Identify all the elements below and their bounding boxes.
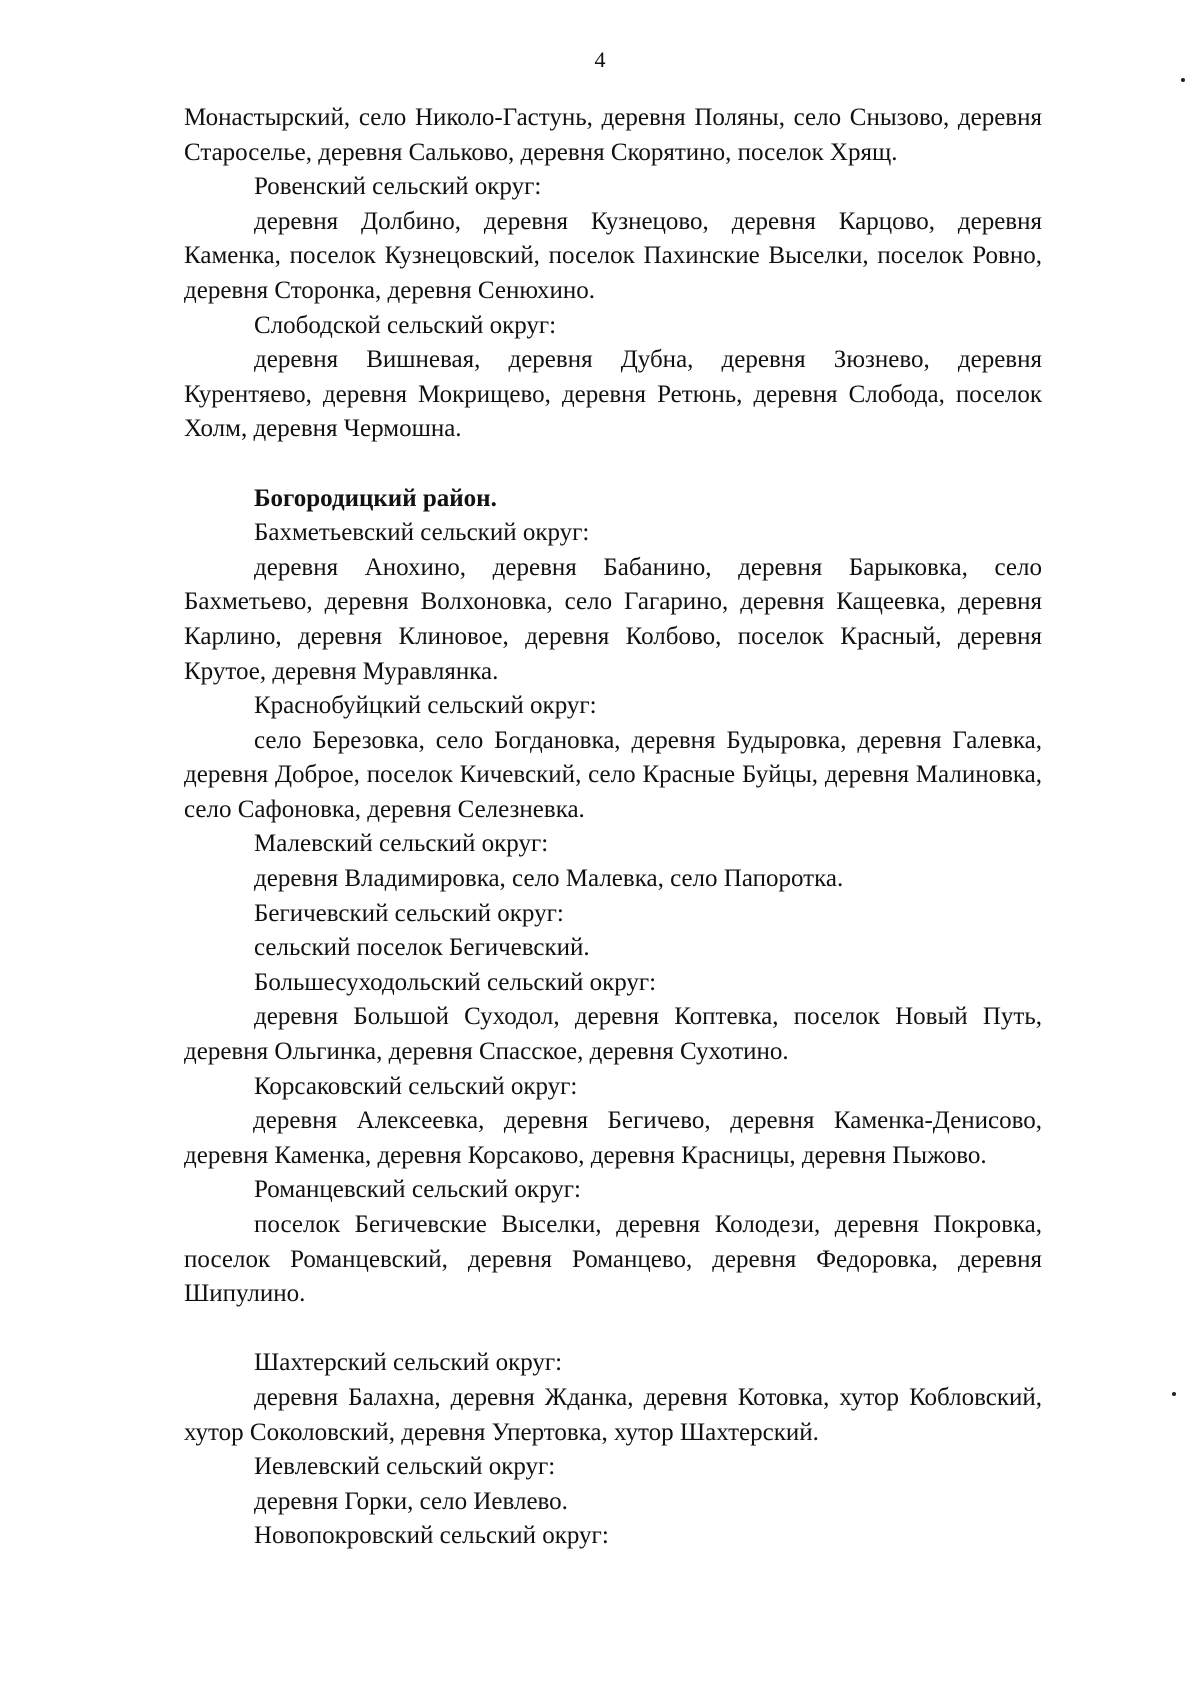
settlement-list: деревня Долбино, деревня Кузнецово, деревня Карцово, деревня Каменка, поселок Кузнецовский, поселок Пахинские Выселки, поселок Ровно, деревня Сторонка, деревня Сенюхино. — [184, 207, 1042, 304]
district-heading: Слободской сельский округ: — [254, 311, 557, 339]
settlement-list: поселок Бегичевские Выселки, деревня Колодези, деревня Покровка, поселок Романцевский, деревня Романцево, деревня Федоровка, деревня Шипулино. — [184, 1211, 1042, 1308]
spacer — [184, 447, 1042, 482]
district-heading: Корсаковский сельский округ: — [254, 1072, 578, 1100]
district-heading: Романцевский сельский округ: — [254, 1176, 581, 1204]
settlement-list: Монастырский, село Николо-Гастунь, деревня Поляны, село Снызово, деревня Староселье, деревня Сальково, деревня Скорятино, поселок Хрящ. — [184, 104, 1042, 166]
scan-speck — [1172, 1392, 1176, 1396]
district-heading: Новопокровский сельский округ: — [254, 1522, 609, 1550]
district-heading: Бегичевский сельский округ: — [254, 899, 564, 927]
settlement-list: деревня Анохино, деревня Бабанино, деревня Барыковка, село Бахметьево, деревня Волхоновка, село Гагарино, деревня Кащеевка, деревня Карлино, деревня Клиновое, деревня Колбово, поселок Красный, деревня Крутое, деревня Муравлянка. — [184, 553, 1042, 685]
region-heading: Богородицкий район. — [254, 484, 497, 512]
district-heading: Краснобуйцкий сельский округ: — [254, 692, 597, 720]
settlement-list: деревня Алексеевка, деревня Бегичево, деревня Каменка-Денисово, деревня Каменка, деревня Корсаково, деревня Красницы, деревня Пыжово. — [184, 1107, 1042, 1169]
page-number: 4 — [594, 47, 606, 72]
settlement-list: деревня Балахна, деревня Жданка, деревня Котовка, хутор Кобловский, хутор Соколовский, деревня Упертовка, хутор Шахтерский. — [184, 1383, 1042, 1446]
district-heading: Большесуходольский сельский округ: — [254, 968, 657, 996]
settlement-list: деревня Большой Суходол, деревня Коптевка, поселок Новый Путь, деревня Ольгинка, деревня Спасское, деревня Сухотино. — [184, 1003, 1042, 1066]
district-heading: Бахметьевский сельский округ: — [254, 519, 590, 547]
district-heading: Малевский сельский округ: — [254, 830, 549, 858]
district-heading: Шахтерский сельский округ: — [254, 1349, 563, 1377]
scan-speck — [1181, 78, 1185, 82]
settlement-list: сельский поселок Бегичевский. — [254, 934, 590, 962]
spacer — [184, 1312, 1042, 1347]
document-body — [184, 101, 1042, 1554]
settlement-list: деревня Горки, село Иевлево. — [254, 1487, 568, 1515]
district-heading: Ровенский сельский округ: — [254, 173, 542, 201]
settlement-list: деревня Вишневая, деревня Дубна, деревня Зюзнево, деревня Курентяево, деревня Мокрищево, деревня Ретюнь, деревня Слобода, поселок Холм, деревня Чермошна. — [184, 346, 1042, 443]
district-heading: Иевлевский сельский округ: — [254, 1453, 556, 1481]
settlement-list: деревня Владимировка, село Малевка, село Папоротка. — [254, 865, 844, 893]
settlement-list: село Березовка, село Богдановка, деревня Будыровка, деревня Галевка, деревня Доброе, поселок Кичевский, село Красные Буйцы, деревня Малиновка, село Сафоновка, деревня Селезневка. — [184, 726, 1042, 823]
